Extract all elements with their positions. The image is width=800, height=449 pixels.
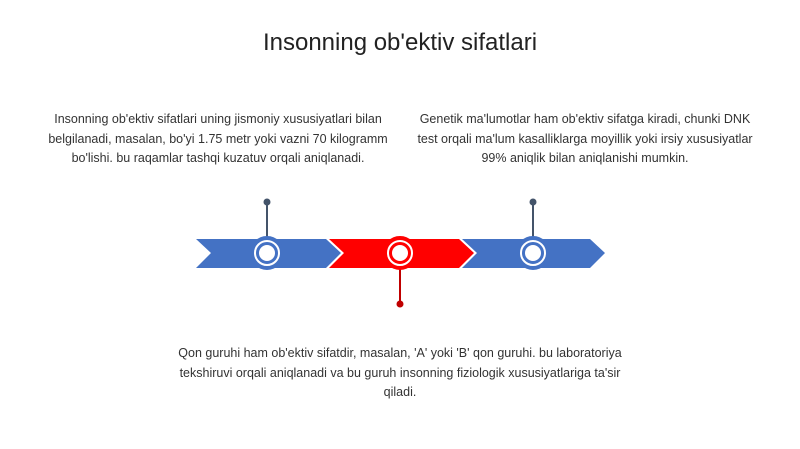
connector-dot-3 <box>397 301 404 308</box>
milestone-inner-2 <box>391 244 410 263</box>
timeline-text-3: Qon guruhi ham ob'ektiv sifatdir, masalan, 'A' yoki 'B' qon guruhi. bu laboratoriya tekshiruvi orqali aniqlanadi va bu guruh insonning fiziologik xususiyatlariga ta'sir qiladi. <box>178 346 622 399</box>
milestone-inner-3 <box>524 244 543 263</box>
connector-dot-1 <box>264 199 271 206</box>
milestone-inner-1 <box>258 244 277 263</box>
connector-dot-2 <box>530 199 537 206</box>
timeline-text-1: Insonning ob'ektiv sifatlari uning jismoniy xususiyatlari bilan belgilanadi, masalan, bo'yi 1.75 metr yoki vazni 70 kilogramm bo'lishi. bu raqamlar tashqi kuzatuv orqali aniqlanadi. <box>48 112 388 165</box>
slide-title: Insonning ob'ektiv sifatlari <box>262 29 538 56</box>
timeline-text-2: Genetik ma'lumotlar ham ob'ektiv sifatga kiradi, chunki DNK test orqali ma'lum kasalliklarga moyillik yoki irsiy xususiyatlar 99% aniqlik bilan aniqlanishi mumkin. <box>417 112 753 165</box>
